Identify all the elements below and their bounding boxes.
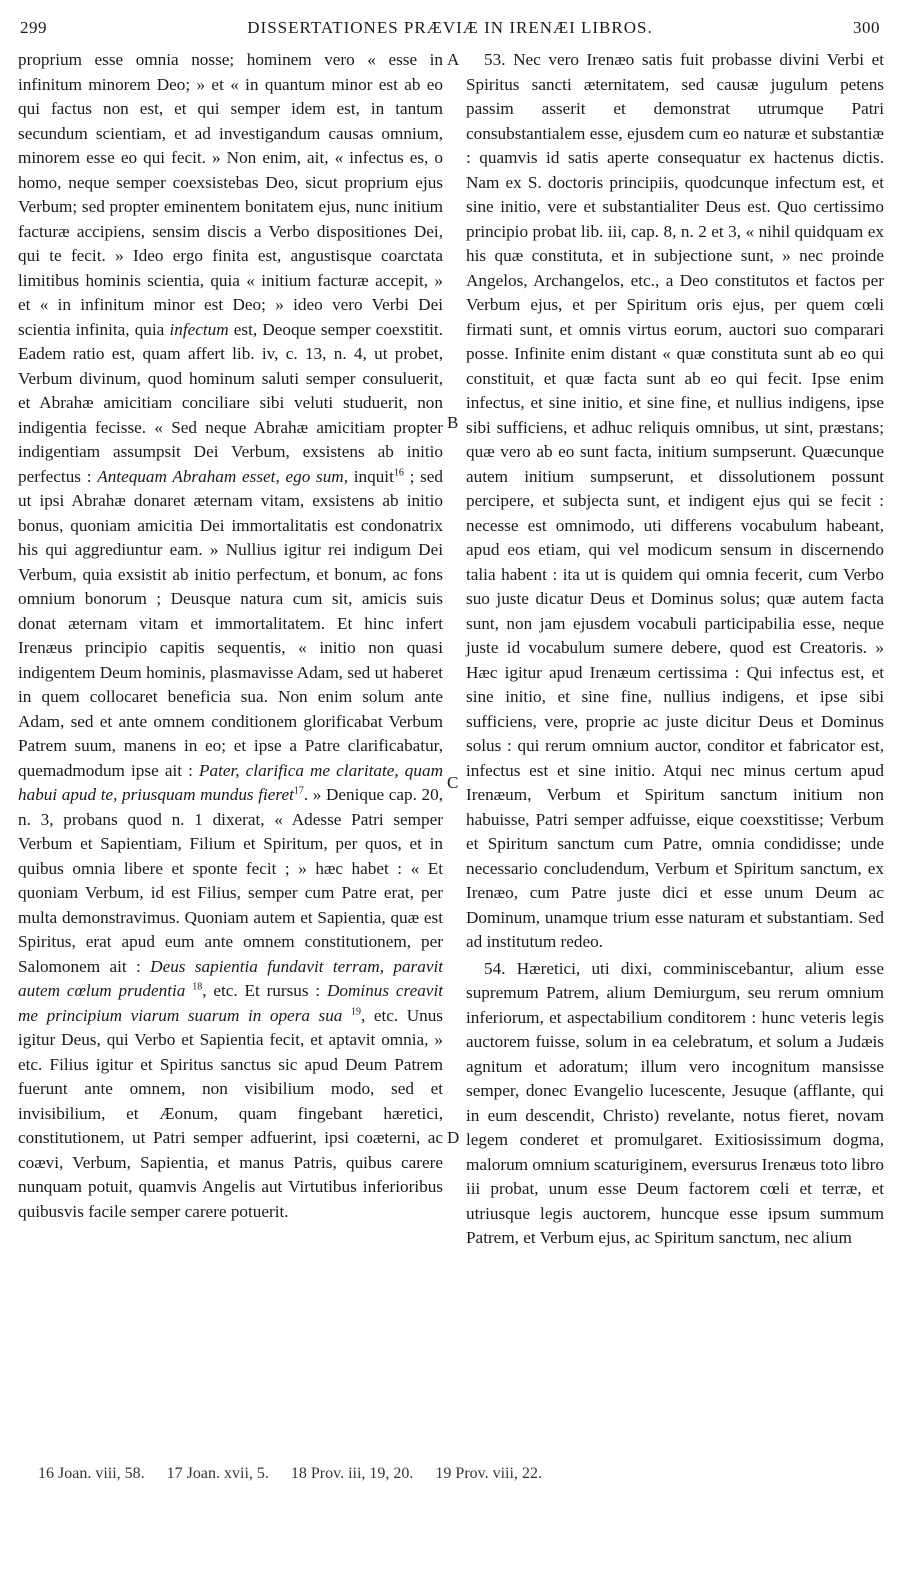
footnote-17: 17 Joan. xvii, 5. (166, 1465, 269, 1482)
scripture-quote: Antequam Abraham esset, ego sum, (97, 466, 349, 486)
paragraph-53: 53. Nec vero Irenæo satis fuit probasse divini Verbi et Spiritus sancti æternitatem, sed causæ jugulum petens passim asserit et demonstrat utrumque Patri consubstantialem esse, ejusdem cum eo naturæ et substantiæ : quamvis id satis aperte consequatur ex hactenus dictis. Nam ex S. doctoris principiis, quodcunque infectum est, et sine initio, vere et substantialiter Deus est. Quo certissimo principio probat lib. iii, cap. 8, n. 2 et 3, « nihil quidquam ex his quæ constituta, et in subjectione sunt, » nec proinde Angelos, Archangelos, etc., a Deo constitutos et factos per Verbum ejus, et per Spiritum oris ejus, per quem cœli firmati sunt, et omnis virtus eorum, auctori suo comparari posse. Infinite enim distant « quæ constituta sunt ab eo qui constituit, et quæ facta sunt ab eo qui fecit. Ipse enim infectus, et sine initio, et sine fine, et nullius indigens, ipse sibi sufficiens, et adhuc reliquis omnibus, ut sint, præstans; quæ vero ab eo sunt facta, initium sumpserunt. Quæcunque autem initium sumpserunt, et dissolutionem possunt percipere, et subjecta sunt, et indigent ejus qui se fecit : necesse est omnimodo, uti differens vocabulum habeant, apud eos etiam, qui vel modicum sensum in discernendo talia habent : ita ut is quidem qui omnia fecerit, cum Verbo suo juste dicatur Deus et Dominus solus; quæ autem facta sunt, non jam ejusdem vocabuli participabilia esse, neque juste id vocabulum sumere debere, quod est Creatoris. » Hæc igitur apud Irenæum certissima : Qui infectus est, et sine initio, et sine fine, nullius indigens, et ipse sibi sufficiens, vere, proprie ac juste dicitur Deus et Dominus solus : qui rerum omnium auctor, conditor et fabricator est, infectus est et sine initio. Atqui nec minus certum apud Irenæum, Verbum et Spiritum sanctum initium non habuisse, Patri semper adfuisse, eique coexstitisse; Verbum et Spiritum sanctum cum Patre, omnia condidisse; unde necessario concludendum, Verbum et Spiritum sanctum, ex Irenæo, cum Patre juste dici et esse unum Deum ac Dominum, unamque trium esse naturam et substantiam. Sed ad institutum redeo. (466, 50, 884, 951)
footnote-ref[interactable]: 17 (293, 785, 304, 797)
right-column (466, 48, 884, 1251)
running-header (20, 18, 880, 46)
margin-marker-d: D (447, 1128, 460, 1147)
footnote-ref[interactable]: 16 (393, 466, 404, 478)
left-column (18, 48, 443, 1224)
footnote-ref[interactable]: 18 (192, 981, 203, 993)
footnote-ref[interactable]: 19 (350, 1005, 361, 1017)
page-number-left: 299 (20, 18, 47, 37)
left-column-text: proprium esse omnia nosse; hominem vero « esse in infinitum minorem Deo; » et « in quantum minor est ab eo qui factus non est, et qui semper idem est, in tantum secundum scientiam, et ad investigandum causas omnium, minorem esse eo qui fecit. » Non enim, ait, « infectus es, o homo, neque semper coexsistebas Deo, sicut proprium ejus Verbum; sed propter eminentem bonitatem ejus, nunc initium facturæ accipiens, sensim discis a Verbo dispositiones Dei, qui te fecit. » Ideo ergo finita est, angustisque coarctata limitibus hominis scientia, quia « initium facturæ accepit, » et « in infinitum minor est Deo; » ideo vero Verbi Dei scientia infinita, quia infectum est, Deoque semper coexstitit. Eadem ratio est, quam affert lib. iv, c. 13, n. 4, ut probet, Verbum divinum, quod hominum saluti semper consuluerit, et Abrahæ amicitiam conciliare sibi veluti studuerit, non indigentia fecisse. « Sed neque Abrahæ amicitiam propter indigentiam assumpsit Dei Verbum, exsistens ab initio perfectus : Antequam Abraham esset, ego sum, inquit$^{16}$ ; sed ut ipsi Abrahæ donaret æternam vitam, exsistens ab initio bonus, quoniam amicitia Dei immortalitatis est condonatrix his qui aggrediuntur eam. » Nullius igitur rei indigum Dei Verbum, quia exsistit ab initio perfectum, et bonum, ac fons omnium bonorum ; Deusque natura cum sit, amicis suis donat æternam vitam et immortalitatem. Et hinc infert Irenæus principio capitis sequentis, « initio non quasi indigentem Deum hominis, plasmavisse Adam, sed ut haberet in quem collocaret beneficia sua. Non enim solum ante Adam, sed et ante omnem conditionem glorificabat Verbum Patrem suum, manens in eo; et ipse a Patre clarificabatur, quemadmodum ipse ait : Pater, clarifica me claritate, quam habui apud te, priusquam mundus fieret$^{17}$. » Denique cap. 20, n. 3, probans quod n. 1 dixerat, « Adesse Patri semper Verbum et Sapientiam, Filium et Spiritum, per quos, et in quibus omnia libere et sponte fecit ; » hæc habet : « Et quoniam Verbum, id est Filius, semper cum Patre erat, per multa demonstravimus. Quoniam autem et Sapientia, quæ est Spiritus, erat apud eum ante omnem constitutionem, per Salomonem ait : Deus sapientia fundavit terram, paravit autem cœlum prudentia $^{18}$, etc. Et rursus : Dominus creavit me principium viarum suarum in opera sua $^{19}$, etc. Unus igitur Deus, qui Verbo et Sapientia fecit, et aptavit omnia, » etc. Filius igitur et Spiritus sanctus sic apud Deum Patrem fuerunt ante omnem, non visibilium modo, sed et invisibilium, et Æonum, quam fingebant hæretici, constitutionem, ut Patri semper adfuerint, ipsi coæterni, ac coævi, Verbum, Sapientia, et manus Patris, quibus carere nunquam potuit, quamvis Angelis aut Virtutibus inferioribus quibusvis facile semper carere potuerit. (18, 50, 444, 1221)
scripture-quote: Dominus creavit me principium viarum suarum in opera sua (18, 981, 443, 1025)
footnote-19: 19 Prov. viii, 22. (435, 1465, 542, 1482)
scripture-quote: Deus sapientia fundavit terram, paravit autem cœlum prudentia (18, 956, 443, 1000)
margin-marker-a: A (447, 50, 460, 69)
footnote-18: 18 Prov. iii, 19, 20. (290, 1465, 414, 1482)
running-title: DISSERTATIONES PRÆVIÆ IN IRENÆI LIBROS. (247, 18, 653, 37)
footnotes (38, 1465, 878, 1483)
italic-text: infectum (169, 319, 229, 339)
page-number-right: 300 (853, 18, 880, 37)
paragraph-54: 54. Hæretici, uti dixi, comminiscebantur, alium esse supremum Patrem, alium Demiurgum, seu rerum omnium inferiorum, et aspectabilium conditorem : hunc veteris legis auctorem fuisse, solum in ea celebratum, et solum a Judæis agnitum et adoratum; illum vero incognitum mansisse semper, donec Evangelio lucescente, Jesuque (afflante, qui in eum descendit, Christo) revelante, notus fieret, novam legem conderet et promulgaret. Exitiosissimum dogma, malorum omnium scaturiginem, eversurus Irenæus toto libro iii probat, unum esse Deum factorem cœli et terræ, et utriusque legis auctorem, huncque esse ipsum summum Patrem, et Verbum ejus, ac Spiritum sanctum, nec alium (466, 958, 884, 1247)
margin-marker-c: C (447, 773, 459, 792)
footnote-16: 16 Joan. viii, 58. (38, 1465, 145, 1482)
scripture-quote: Pater, clarifica me claritate, quam habui apud te, priusquam mundus fieret (18, 760, 443, 804)
margin-marker-b: B (447, 413, 459, 432)
